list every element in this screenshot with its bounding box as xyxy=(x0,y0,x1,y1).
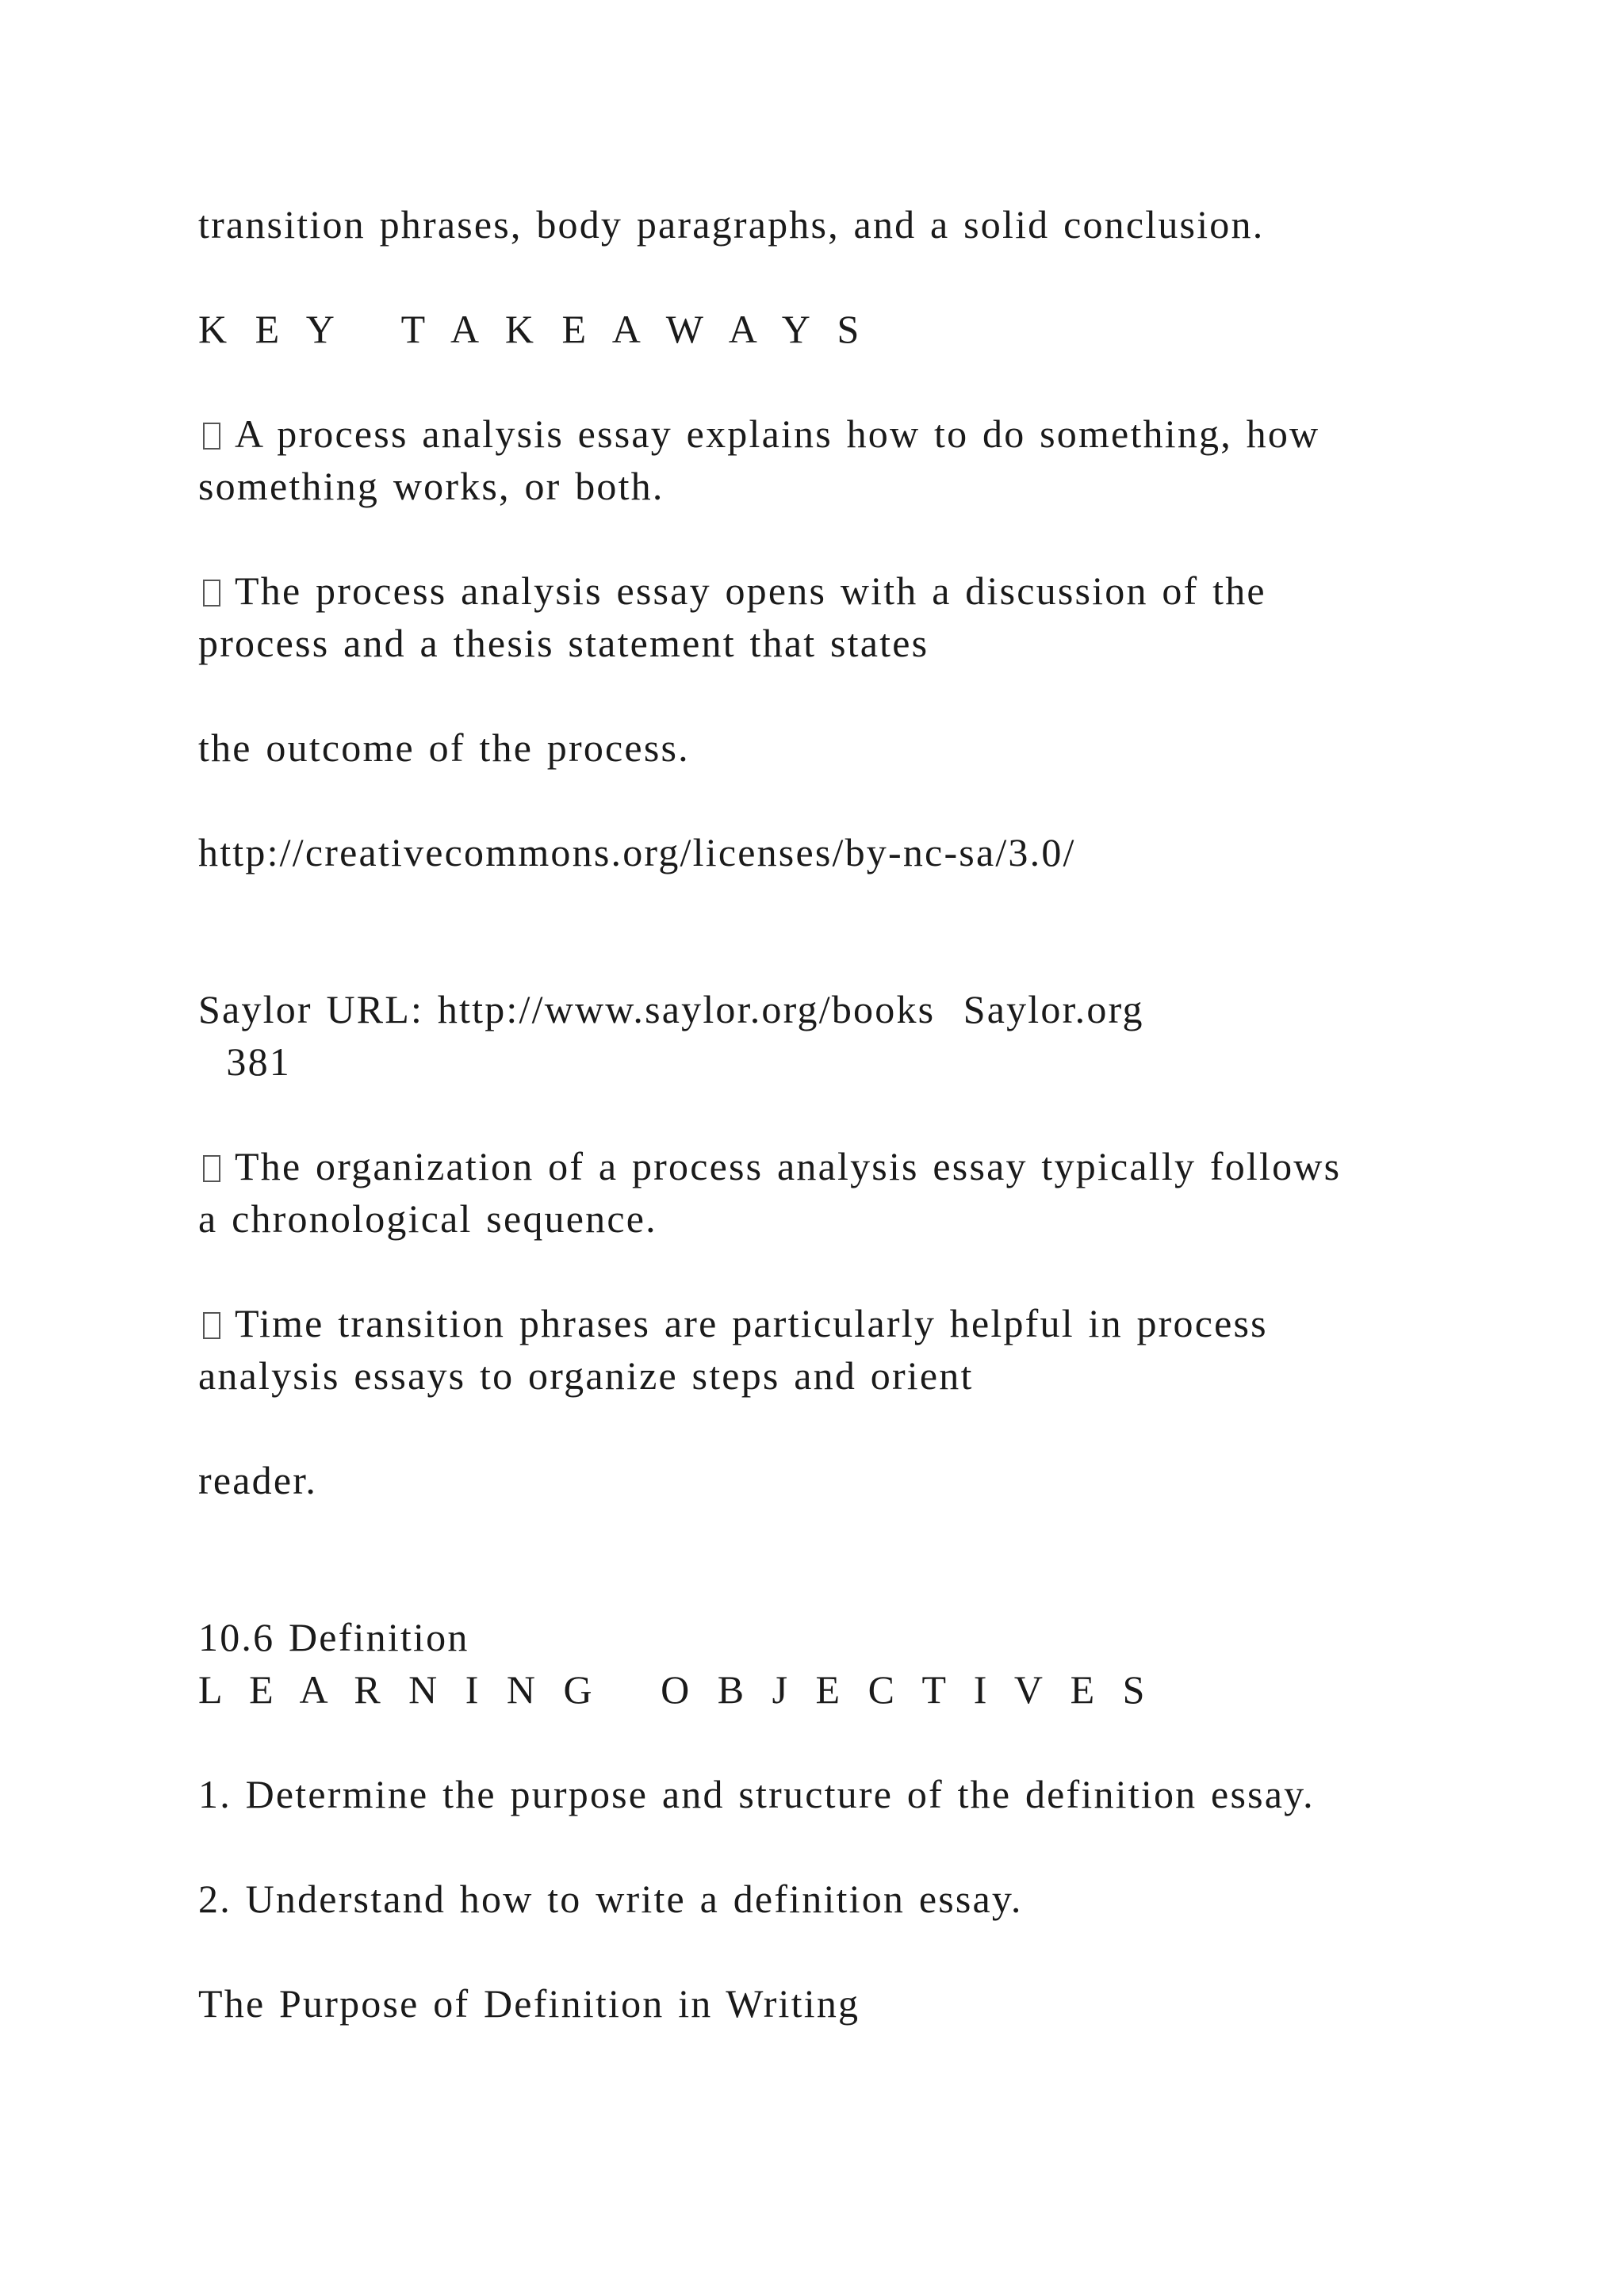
body-text-line: transition phrases, body paragraphs, and a solid conclusion. xyxy=(198,202,1265,247)
takeaway-bullet-line xyxy=(198,411,1320,456)
takeaway-text: The process analysis essay opens with a discussion of the xyxy=(235,568,1266,613)
takeaway-continuation: something works, or both. xyxy=(198,464,665,508)
takeaway-continuation: a chronological sequence. xyxy=(198,1196,657,1241)
missing-glyph-box-icon xyxy=(203,423,220,450)
takeaway-continuation: process and a thesis statement that states xyxy=(198,621,929,665)
key-takeaways-heading: K E Y T A K E A W A Y S xyxy=(198,307,868,351)
missing-glyph-box-icon xyxy=(203,1155,220,1182)
takeaway-continuation: analysis essays to organize steps and orient xyxy=(198,1353,974,1398)
takeaway-text: A process analysis essay explains how to do something, how xyxy=(235,411,1320,456)
missing-glyph-box-icon xyxy=(203,580,220,607)
subheading: The Purpose of Definition in Writing xyxy=(198,1981,860,2026)
objective-item: 2. Understand how to write a definition essay. xyxy=(198,1877,1023,1921)
takeaway-continuation: the outcome of the process. xyxy=(198,725,690,770)
page-number: 381 xyxy=(198,1039,291,1084)
page-footer-source: Saylor URL: http://www.saylor.org/books Saylor.org xyxy=(198,987,1144,1031)
license-url: http://creativecommons.org/licenses/by-nc-sa/3.0/ xyxy=(198,830,1076,874)
section-heading: 10.6 Definition xyxy=(198,1615,469,1659)
objective-item: 1. Determine the purpose and structure of the definition essay. xyxy=(198,1772,1315,1816)
takeaway-text: Time transition phrases are particularly helpful in process xyxy=(235,1301,1268,1345)
takeaway-bullet-line xyxy=(198,1146,1341,1186)
missing-glyph-box-icon xyxy=(203,1312,220,1339)
takeaway-bullet-line xyxy=(198,1303,1268,1343)
takeaway-bullet-line xyxy=(198,568,1266,613)
takeaway-text: The organization of a process analysis essay typically follows xyxy=(235,1144,1342,1188)
takeaway-continuation: reader. xyxy=(198,1458,318,1502)
learning-objectives-heading: L E A R N I N G O B J E C T I V E S xyxy=(198,1667,1153,1712)
